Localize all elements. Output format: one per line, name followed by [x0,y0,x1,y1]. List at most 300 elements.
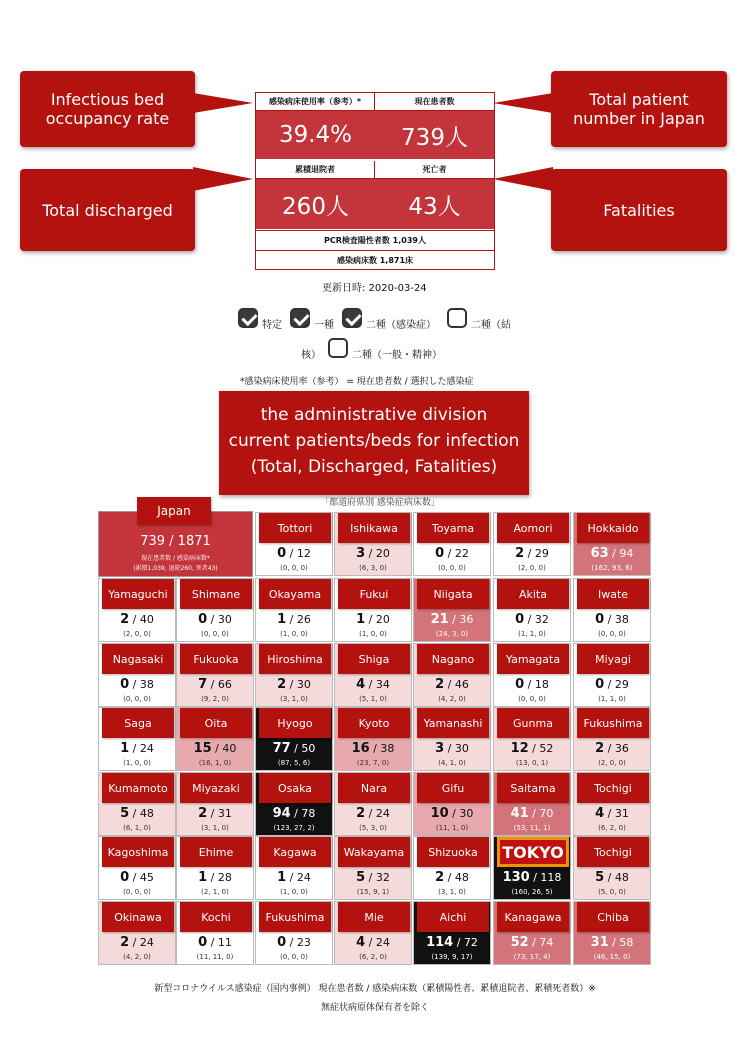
current-patients: 114 [426,935,454,950]
prefecture-cell[interactable] [98,836,176,900]
prefecture-name: Kagawa [259,837,331,867]
prefecture-cell[interactable] [413,901,491,965]
infection-beds: 52 [539,742,554,755]
current-patients: 5 [595,870,605,885]
prefecture-cell[interactable] [176,643,254,707]
callout-discharged [20,169,195,251]
checkbox-label: 特定 [262,320,282,331]
prefecture-detail: (11, 1, 0) [435,824,469,832]
prefecture-ratio [256,935,332,950]
checkbox-tokutei[interactable] [238,308,258,328]
prefecture-ratio [414,546,490,561]
current-patients: 2 [198,806,208,821]
prefecture-cell[interactable] [413,578,491,642]
prefecture-detail: (9, 2, 0) [201,695,229,703]
prefecture-name: Nagano [417,644,489,674]
prefecture-cell[interactable] [334,772,412,836]
ratio-separator: / [286,613,297,626]
prefecture-detail: (2, 1, 0) [201,888,229,896]
ratio-separator: / [608,547,620,560]
prefecture-name: Toyama [417,513,489,543]
prefecture-ratio [335,935,411,950]
prefecture-cell[interactable] [176,707,254,771]
current-patients: 4 [356,935,366,950]
infection-beds: 18 [534,678,549,691]
ratio-separator: / [524,613,535,626]
prefecture-detail: (87, 5, 6) [277,759,311,767]
checkbox-label: 一種 [314,320,334,331]
ratio-separator: / [286,547,297,560]
prefecture-cell[interactable] [176,901,254,965]
prefecture-detail: (0, 0, 0) [518,695,546,703]
infection-beds: 20 [375,613,390,626]
ratio-separator: / [365,936,376,949]
prefecture-ratio [256,546,332,561]
prefecture-cell[interactable] [255,512,333,576]
infection-beds: 40 [222,742,237,755]
prefecture-detail: (1, 1, 0) [518,630,546,638]
prefecture-cell[interactable] [573,901,651,965]
prefecture-name: Nara [338,773,410,803]
infection-beds: 24 [375,936,390,949]
prefecture-cell[interactable] [98,901,176,965]
prefecture-ratio [574,741,650,756]
ratio-separator: / [365,807,376,820]
prefecture-detail: (53, 11, 1) [513,824,551,832]
ratio-separator: / [129,613,140,626]
prefecture-name: Nagasaki [102,644,174,674]
prefecture-name: Iwate [577,579,649,609]
prefecture-detail: (5, 1, 0) [359,695,387,703]
infection-beds: 30 [217,613,232,626]
prefecture-ratio [414,870,490,885]
prefecture-ratio [494,870,570,885]
ratio-separator: / [528,807,540,820]
checkbox-nishu-infection[interactable] [342,308,362,328]
prefecture-cell[interactable] [255,578,333,642]
prefecture-cell[interactable] [493,578,571,642]
prefecture-ratio [335,546,411,561]
ratio-separator: / [448,807,460,820]
prefecture-cell[interactable] [573,772,651,836]
prefecture-cell[interactable] [98,578,176,642]
prefecture-cell[interactable] [334,707,412,771]
prefecture-name: Ehime [180,837,252,867]
prefecture-detail: (139, 9, 17) [431,953,473,961]
ratio-separator: / [290,807,302,820]
infection-beds: 29 [534,547,549,560]
infection-beds: 74 [539,936,554,949]
infection-beds: 45 [139,871,154,884]
japan-sub-detail: (累積1,039, 退院260, 死者43) [133,565,218,572]
prefecture-detail: (0, 0, 0) [201,630,229,638]
prefecture-ratio [494,546,570,561]
prefecture-detail: (4, 1, 0) [438,759,466,767]
current-patients: 5 [120,806,130,821]
prefecture-detail: (1, 0, 0) [280,630,308,638]
checkbox-isshu[interactable] [290,308,310,328]
prefecture-name: Okinawa [102,902,174,932]
prefecture-cell[interactable] [255,643,333,707]
prefecture-ratio [414,806,490,821]
prefecture-name: Shiga [338,644,410,674]
infection-beds: 29 [614,678,629,691]
prefecture-ratio [256,677,332,692]
prefecture-cell[interactable] [334,643,412,707]
ratio-separator: / [528,742,540,755]
prefecture-name: Wakayama [338,837,410,867]
prefecture-ratio [414,741,490,756]
prefecture-ratio [256,741,332,756]
callout-bed-rate [20,71,195,147]
prefecture-cell[interactable] [493,901,571,965]
prefecture-name: Miyagi [577,644,649,674]
prefecture-detail: (6, 2, 0) [359,953,387,961]
prefecture-detail: (13, 0, 1) [515,759,549,767]
ratio-separator: / [444,547,455,560]
ratio-separator: / [365,871,376,884]
rate-note: *感染病床使用率（参考） = 現在患者数 / 選択した感染症 [240,377,474,387]
pcr-positive-line: PCR検査陽性者数 1,039人 [256,230,494,249]
infection-beds: 24 [296,871,311,884]
discharged-value: 260人 [256,179,375,229]
prefecture-name: Yamaguchi [102,579,174,609]
checkbox-label: 二種（一般・精神） [352,350,442,361]
infection-beds: 12 [296,547,311,560]
current-patients: 2 [120,612,130,627]
current-patients: 41 [510,806,529,821]
current-patients: 0 [515,612,525,627]
prefecture-cell[interactable] [493,643,571,707]
current-patients: 0 [435,546,445,561]
prefecture-cell[interactable] [493,512,571,576]
current-patients: 1 [356,612,366,627]
infection-beds: 32 [375,871,390,884]
ratio-separator: / [129,871,140,884]
infection-beds: 118 [540,871,562,884]
infection-beds: 24 [139,742,154,755]
fatalities-label: 死亡者 [375,161,494,179]
prefecture-detail: (0, 0, 0) [438,564,466,572]
current-patients: 52 [510,935,529,950]
japan-main-value: 739 / 1871 [140,534,211,549]
prefecture-name: Yamagata [497,644,569,674]
prefecture-name: Aichi [417,902,489,932]
current-patients: 3 [356,546,366,561]
prefecture-cell[interactable] [493,707,571,771]
current-patients: 4 [595,806,605,821]
prefecture-name: Fukushima [259,902,331,932]
prefecture-cell[interactable] [413,643,491,707]
prefecture-detail: (0, 0, 0) [123,695,151,703]
prefecture-cell[interactable] [573,578,651,642]
prefecture-name: Tottori [259,513,331,543]
callout-fatalities [551,169,727,251]
ratio-separator: / [604,742,615,755]
prefecture-detail: (16, 1, 0) [198,759,232,767]
callout-tail [493,167,553,191]
prefecture-detail: (24, 3, 0) [435,630,469,638]
ratio-separator: / [444,871,455,884]
ratio-separator: / [129,807,140,820]
prefecture-ratio [177,806,253,821]
ratio-separator: / [444,742,455,755]
prefecture-ratio [494,741,570,756]
prefecture-cell[interactable] [334,836,412,900]
callout-total-patients-text: Total patient number in Japan [573,90,705,128]
prefecture-detail: (15, 9, 1) [356,888,390,896]
prefecture-ratio [574,677,650,692]
ratio-separator: / [207,613,218,626]
prefecture-detail: (1, 0, 0) [280,888,308,896]
japan-label: Japan [137,497,211,525]
infection-beds: 31 [614,807,629,820]
current-patients: 31 [590,935,609,950]
prefecture-detail: (0, 0, 0) [280,564,308,572]
ratio-separator: / [453,936,464,949]
current-patients: 77 [272,741,291,756]
ratio-separator: / [529,871,541,884]
prefecture-name: Hyogo [259,708,331,738]
prefecture-detail: (73, 17, 4) [513,953,551,961]
prefecture-ratio [256,806,332,821]
prefecture-name: Okayama [259,579,331,609]
prefecture-cell[interactable] [413,772,491,836]
current-patients: 0 [277,546,287,561]
prefecture-ratio [99,870,175,885]
prefecture-cell[interactable] [334,901,412,965]
prefecture-cell[interactable] [176,772,254,836]
prefecture-detail: (3, 1, 0) [280,695,308,703]
bed-rate-label: 感染病床使用率（参考）* [256,93,375,111]
prefecture-ratio [177,741,253,756]
prefecture-name: Kumamoto [102,773,174,803]
infection-beds: 66 [217,678,232,691]
prefecture-detail: (1, 1, 0) [598,695,626,703]
infection-beds: 30 [454,742,469,755]
infection-beds: 48 [139,807,154,820]
prefecture-ratio [574,806,650,821]
current-patients: 0 [595,677,605,692]
current-patients: 12 [510,741,529,756]
current-patients: 1 [120,741,130,756]
current-patients: 2 [435,677,445,692]
fatalities-value: 43人 [375,179,494,229]
prefecture-name: Miyazaki [180,773,252,803]
current-patients: 2 [515,546,525,561]
callout-discharged-text: Total discharged [42,200,173,220]
prefecture-ratio [256,612,332,627]
infection-beds: 58 [619,936,634,949]
ratio-separator: / [286,871,297,884]
checkbox-label: 核） [301,350,321,361]
prefecture-detail: (162, 93, 6) [591,564,633,572]
banner-line: current patients/beds for infection [228,431,520,451]
current-patients: 2 [120,935,130,950]
prefecture-ratio [335,612,411,627]
infection-beds: 24 [375,807,390,820]
prefecture-detail: (5, 3, 0) [359,824,387,832]
prefecture-ratio [494,677,570,692]
prefecture-ratio [335,741,411,756]
prefecture-ratio [494,612,570,627]
callout-tail [193,167,253,191]
infection-beds: 34 [375,678,390,691]
current-patients: 21 [430,612,449,627]
prefecture-cell[interactable] [255,836,333,900]
prefecture-detail: (2, 0, 0) [123,630,151,638]
japan-sub-caption: 現在患者数 / 感染病床数* [141,555,210,562]
prefecture-ratio [177,677,253,692]
current-patients: 0 [595,612,605,627]
prefecture-name: Kochi [180,902,252,932]
ratio-separator: / [207,807,218,820]
infection-beds: 20 [375,547,390,560]
prefecture-cell[interactable] [255,707,333,771]
prefecture-cell[interactable] [573,836,651,900]
prefecture-name: Fukui [338,579,410,609]
current-patients: 0 [198,935,208,950]
infection-beds: 32 [534,613,549,626]
current-patients: 0 [198,612,208,627]
infection-beds: 31 [217,807,232,820]
prefecture-ratio [177,612,253,627]
prefecture-detail: (4, 2, 0) [123,953,151,961]
prefecture-detail: (2, 0, 0) [598,759,626,767]
prefecture-name: Aomori [497,513,569,543]
current-patients: 1 [277,612,287,627]
prefecture-name: Niigata [417,579,489,609]
banner-line: the administrative division [260,405,488,425]
prefecture-cell[interactable] [255,901,333,965]
ratio-separator: / [207,936,218,949]
prefecture-name: Shimane [180,579,252,609]
prefecture-cell[interactable] [413,707,491,771]
current-patients: 0 [120,870,130,885]
infection-beds: 72 [463,936,478,949]
prefecture-ratio [99,741,175,756]
prefecture-cell[interactable] [98,643,176,707]
prefecture-cell[interactable] [493,772,571,836]
checkbox-nishu-general[interactable] [328,338,348,358]
prefecture-detail: (11, 11, 0) [196,953,234,961]
prefecture-ratio [335,677,411,692]
banner-subtitle: 「都道府県別 感染症病床数」 [320,498,440,508]
prefecture-name: Hokkaido [577,513,649,543]
ratio-separator: / [528,936,540,949]
prefecture-detail: (0, 0, 0) [123,888,151,896]
current-patients: 1 [198,870,208,885]
prefecture-cell[interactable] [573,512,651,576]
checkbox-label: 二種（結 [471,320,511,331]
prefecture-ratio [99,806,175,821]
infection-beds: 38 [139,678,154,691]
ratio-separator: / [290,742,302,755]
prefecture-cell[interactable] [176,578,254,642]
prefecture-cell[interactable] [573,643,651,707]
banner-line: (Total, Discharged, Fatalities) [250,457,498,477]
prefecture-cell[interactable] [255,772,333,836]
ratio-separator: / [129,742,140,755]
updated-date: 更新日時: 2020-03-24 [322,283,427,294]
prefecture-detail: (0, 0, 0) [280,953,308,961]
prefecture-detail: (123, 27, 2) [273,824,315,832]
prefecture-cell[interactable] [413,512,491,576]
bed-rate-value: 39.4% [256,111,375,159]
ratio-separator: / [604,807,615,820]
prefecture-ratio [494,806,570,821]
prefecture-name: Kanagawa [497,902,569,932]
prefecture-cell[interactable] [334,512,412,576]
prefecture-ratio [574,546,650,561]
infection-beds: 50 [301,742,316,755]
prefecture-detail: (6, 3, 0) [359,564,387,572]
prefecture-name: Kagoshima [102,837,174,867]
prefecture-ratio [99,612,175,627]
prefecture-ratio [574,612,650,627]
infection-beds: 36 [459,613,474,626]
prefecture-detail: (1, 0, 0) [123,759,151,767]
current-patients: 0 [120,677,130,692]
current-patients: 16 [351,741,370,756]
ratio-separator: / [129,678,140,691]
ratio-separator: / [211,742,223,755]
current-patients: 2 [356,806,366,821]
prefecture-cell[interactable] [493,836,571,900]
prefecture-name: Yamanashi [417,708,489,738]
current-patients: 1 [277,870,287,885]
current-patients: 5 [356,870,366,885]
prefecture-cell[interactable] [334,578,412,642]
prefecture-name: Ishikawa [338,513,410,543]
prefecture-name: Chiba [577,902,649,932]
ratio-separator: / [365,613,376,626]
infection-beds: 70 [539,807,554,820]
prefecture-name: Oita [180,708,252,738]
infection-beds: 94 [619,547,634,560]
prefecture-name: TOKYO [497,837,569,867]
stats-box [255,92,495,270]
current-patients: 2 [595,741,605,756]
beds-line: 感染病床数 1,871床 [256,250,494,269]
checkbox-nishu-tb[interactable] [447,308,467,328]
prefecture-cell[interactable] [573,707,651,771]
prefecture-cell[interactable] [176,836,254,900]
prefecture-name: Hiroshima [259,644,331,674]
infection-beds: 30 [459,807,474,820]
prefecture-cell[interactable] [98,707,176,771]
current-patients: 2 [277,677,287,692]
prefecture-ratio [414,612,490,627]
ratio-separator: / [444,678,455,691]
prefecture-ratio [99,935,175,950]
prefecture-cell[interactable] [98,772,176,836]
prefecture-cell[interactable] [413,836,491,900]
prefecture-name: Osaka [259,773,331,803]
prefecture-detail: (46, 15, 0) [593,953,631,961]
ratio-separator: / [365,547,376,560]
current-patients: 0 [277,935,287,950]
current-patients: 4 [356,677,366,692]
infection-beds: 30 [296,678,311,691]
japan-cell[interactable] [98,504,253,577]
prefecture-ratio [177,870,253,885]
division-banner [219,391,529,495]
current-patients: 94 [272,806,291,821]
ratio-separator: / [524,678,535,691]
infection-beds: 38 [614,613,629,626]
footer-note [90,980,660,1018]
